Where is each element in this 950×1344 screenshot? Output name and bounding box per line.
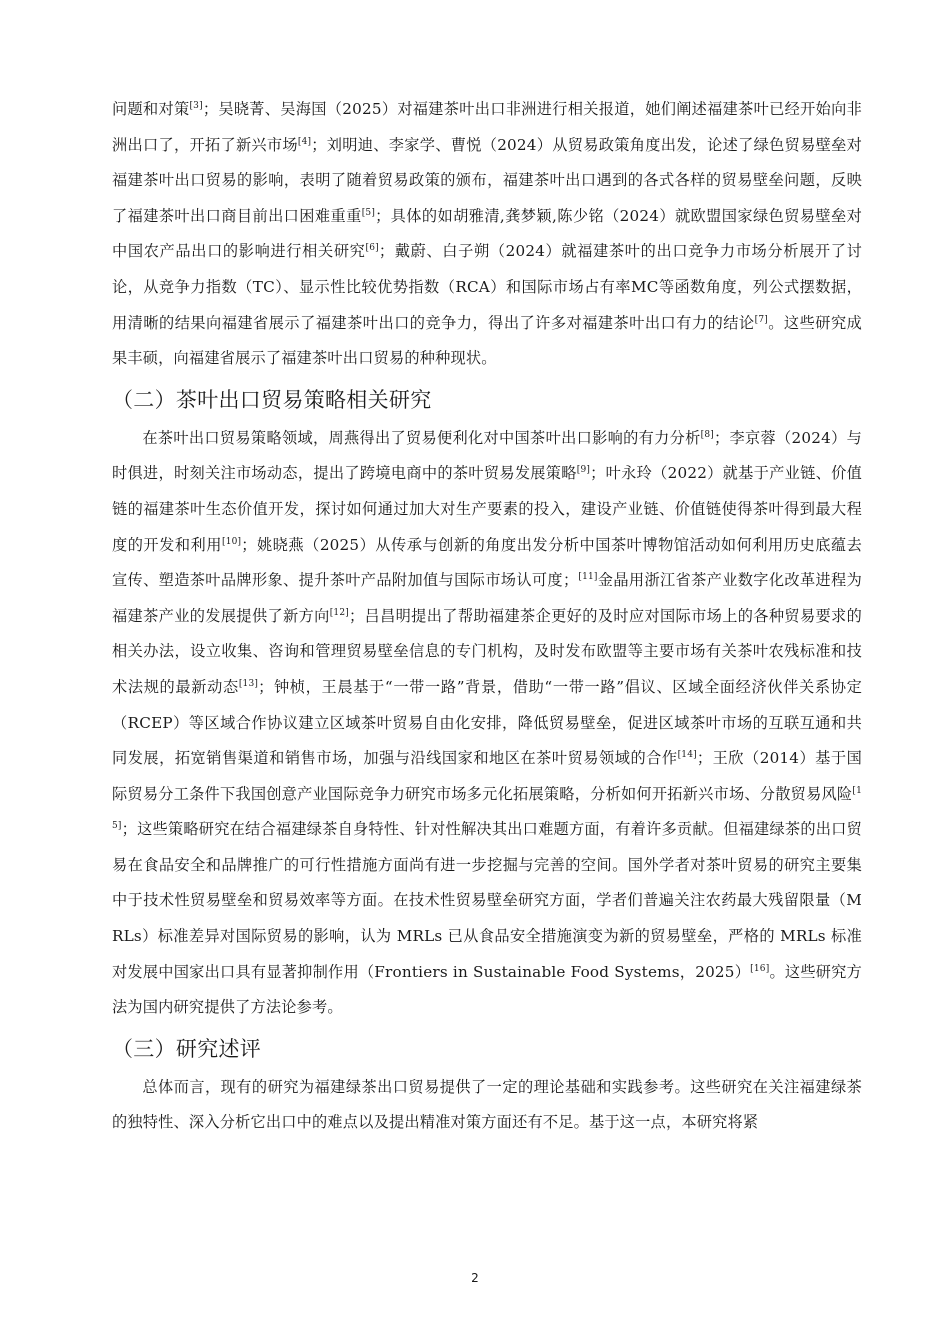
paragraph-text: ；王欣（2014）基于国际贸易分工条件下我国创意产业国际竞争力研究市场多元化拓展策略，分析如何开拓新兴市场、分散贸易风险 xyxy=(112,749,862,803)
citation-ref: [4] xyxy=(297,136,312,147)
paragraph-text: 金晶用浙江省茶产业数字化改革进程为福建茶产业的发展提供了新方向 xyxy=(112,571,862,625)
citation-ref: [7] xyxy=(754,314,768,325)
citation-ref: [12] xyxy=(329,607,349,618)
paragraph-text: 在茶叶出口贸易策略领域，周燕得出了贸易便利化对中国茶叶出口影响的有力分析 xyxy=(142,428,701,447)
citation-ref: [11] xyxy=(578,572,598,583)
citation-ref: [6] xyxy=(365,243,379,254)
page-number: 2 xyxy=(471,1271,479,1285)
paragraph-text: ；钟桢，王晨基于“一带一路”背景，借助“一带一路”倡议、区域全面经济伙伴关系协定（RCEP）等区域合作协议建立区域茶叶贸易自由化安排，降低贸易壁垒，促进区域茶叶市场的互联互通和共同发展，拓宽销售渠道和销售市场，加强与沿线国家和地区在茶叶贸易领域的合作 xyxy=(112,677,862,768)
paragraph-text: 。这些研究成果丰硕，向福建省展示了福建茶叶出口贸易的种种现状。 xyxy=(112,313,863,368)
paragraph-text: ；叶永玲（2022）就基于产业链、价值链的福建茶叶生态价值开发，探讨如何通过加大对生产要素的投入，建设产业链、价值链使得茶叶得到最大程度的开发和利用 xyxy=(112,464,863,554)
paragraph-literature-review-continued xyxy=(112,92,862,377)
document-page xyxy=(112,92,862,1141)
paragraph-text: ；刘明迪、李家学、曹悦（2024）从贸易政策角度出发，论述了绿色贸易壁垒对福建茶叶出口贸易的影响，表明了随着贸易政策的颁布，福建茶叶出口遇到的各式各样的贸易壁垒问题，反映了福建茶叶出口商目前出口困难重重 xyxy=(112,135,862,225)
citation-ref: [14] xyxy=(677,750,697,761)
citation-ref: [9] xyxy=(576,465,591,476)
section-heading-research-review: （三）研究述评 xyxy=(112,1036,262,1061)
citation-ref: [10] xyxy=(221,536,242,547)
paragraph-trade-strategy xyxy=(112,421,862,1026)
paragraph-text: 总体而言，现有的研究为福建绿茶出口贸易提供了一定的理论基础和实践参考。这些研究在关注福建绿茶的独特性、深入分析它出口中的难点以及提出精准对策方面还有不足。基于这一点，本研究将紧 xyxy=(112,1077,862,1132)
citation-ref: [8] xyxy=(700,429,714,440)
paragraph-research-review xyxy=(112,1070,862,1141)
paragraph-text: 问题和对策 xyxy=(112,100,190,118)
citation-ref: [3] xyxy=(189,101,203,111)
paragraph-text: ；姚晓燕（2025）从传承与创新的角度出发分析中国茶叶博物馆活动如何利用历史底蕴去宣传、塑造茶叶品牌形象、提升茶叶产品附加值与国际市场认可度； xyxy=(112,535,862,590)
paragraph-text: ；吕昌明提出了帮助福建茶企更好的及时应对国际市场上的各种贸易要求的相关办法，设立收集、咨询和管理贸易壁垒信息的专门机构，及时发布欧盟等主要市场有关茶叶农残标准和技术法规的最新动态 xyxy=(112,606,862,696)
paragraph-text: ；戴蔚、白子朔（2024）就福建茶叶的出口竞争力市场分析展开了讨论，从竞争力指数（TC）、显示性比较优势指数（RCA）和国际市场占有率MC等函数角度，列公式摆数据，用清晰的结果向福建省展示了福建茶叶出口的竞争力，得出了许多对福建茶叶出口有力的结论 xyxy=(112,242,862,332)
citation-ref: [5] xyxy=(361,207,376,218)
section-heading-trade-strategy: （二）茶叶出口贸易策略相关研究 xyxy=(112,387,432,412)
paragraph-text: ；吴晓菁、吴海国（2025）对福建茶叶出口非洲进行相关报道，她们阐述福建茶叶已经开始向非洲出口了，开拓了新兴市场 xyxy=(112,100,863,154)
paragraph-text: ；具体的如胡雅清,龚梦颖,陈少铭（2024）就欧盟国家绿色贸易壁垒对中国农产品出口的影响进行相关研究 xyxy=(112,206,863,261)
paragraph-text: ；李京蓉（2024）与时俱进，时刻关注市场动态，提出了跨境电商中的茶叶贸易发展策略 xyxy=(112,428,862,483)
citation-ref: [13] xyxy=(238,678,259,689)
citation-ref: [15] xyxy=(112,785,862,832)
paragraph-text: ；这些策略研究在结合福建绿茶自身特性、针对性解决其出口难题方面，有着许多贡献。但福建绿茶的出口贸易在食品安全和品牌推广的可行性措施方面尚有进一步挖掘与完善的空间。国外学者对茶叶贸易的研究主要集中于技术性贸易壁垒和贸易效率等方面。在技术性贸易壁垒研究方面，学者们普遍关注农药最大残留限量（MRLs）标准差异对国际贸易的影响，认为 MRLs 已从食品安全措施演变为新的贸易壁垒，严格的 MRLs 标准对发展中国家出口具有显著抑制作用（Frontiers in Sustainable Food Systems，2025） xyxy=(112,820,862,981)
paragraph-text: 。这些研究方法为国内研究提供了方法论参考。 xyxy=(112,962,863,1017)
citation-ref: [16] xyxy=(750,963,770,974)
